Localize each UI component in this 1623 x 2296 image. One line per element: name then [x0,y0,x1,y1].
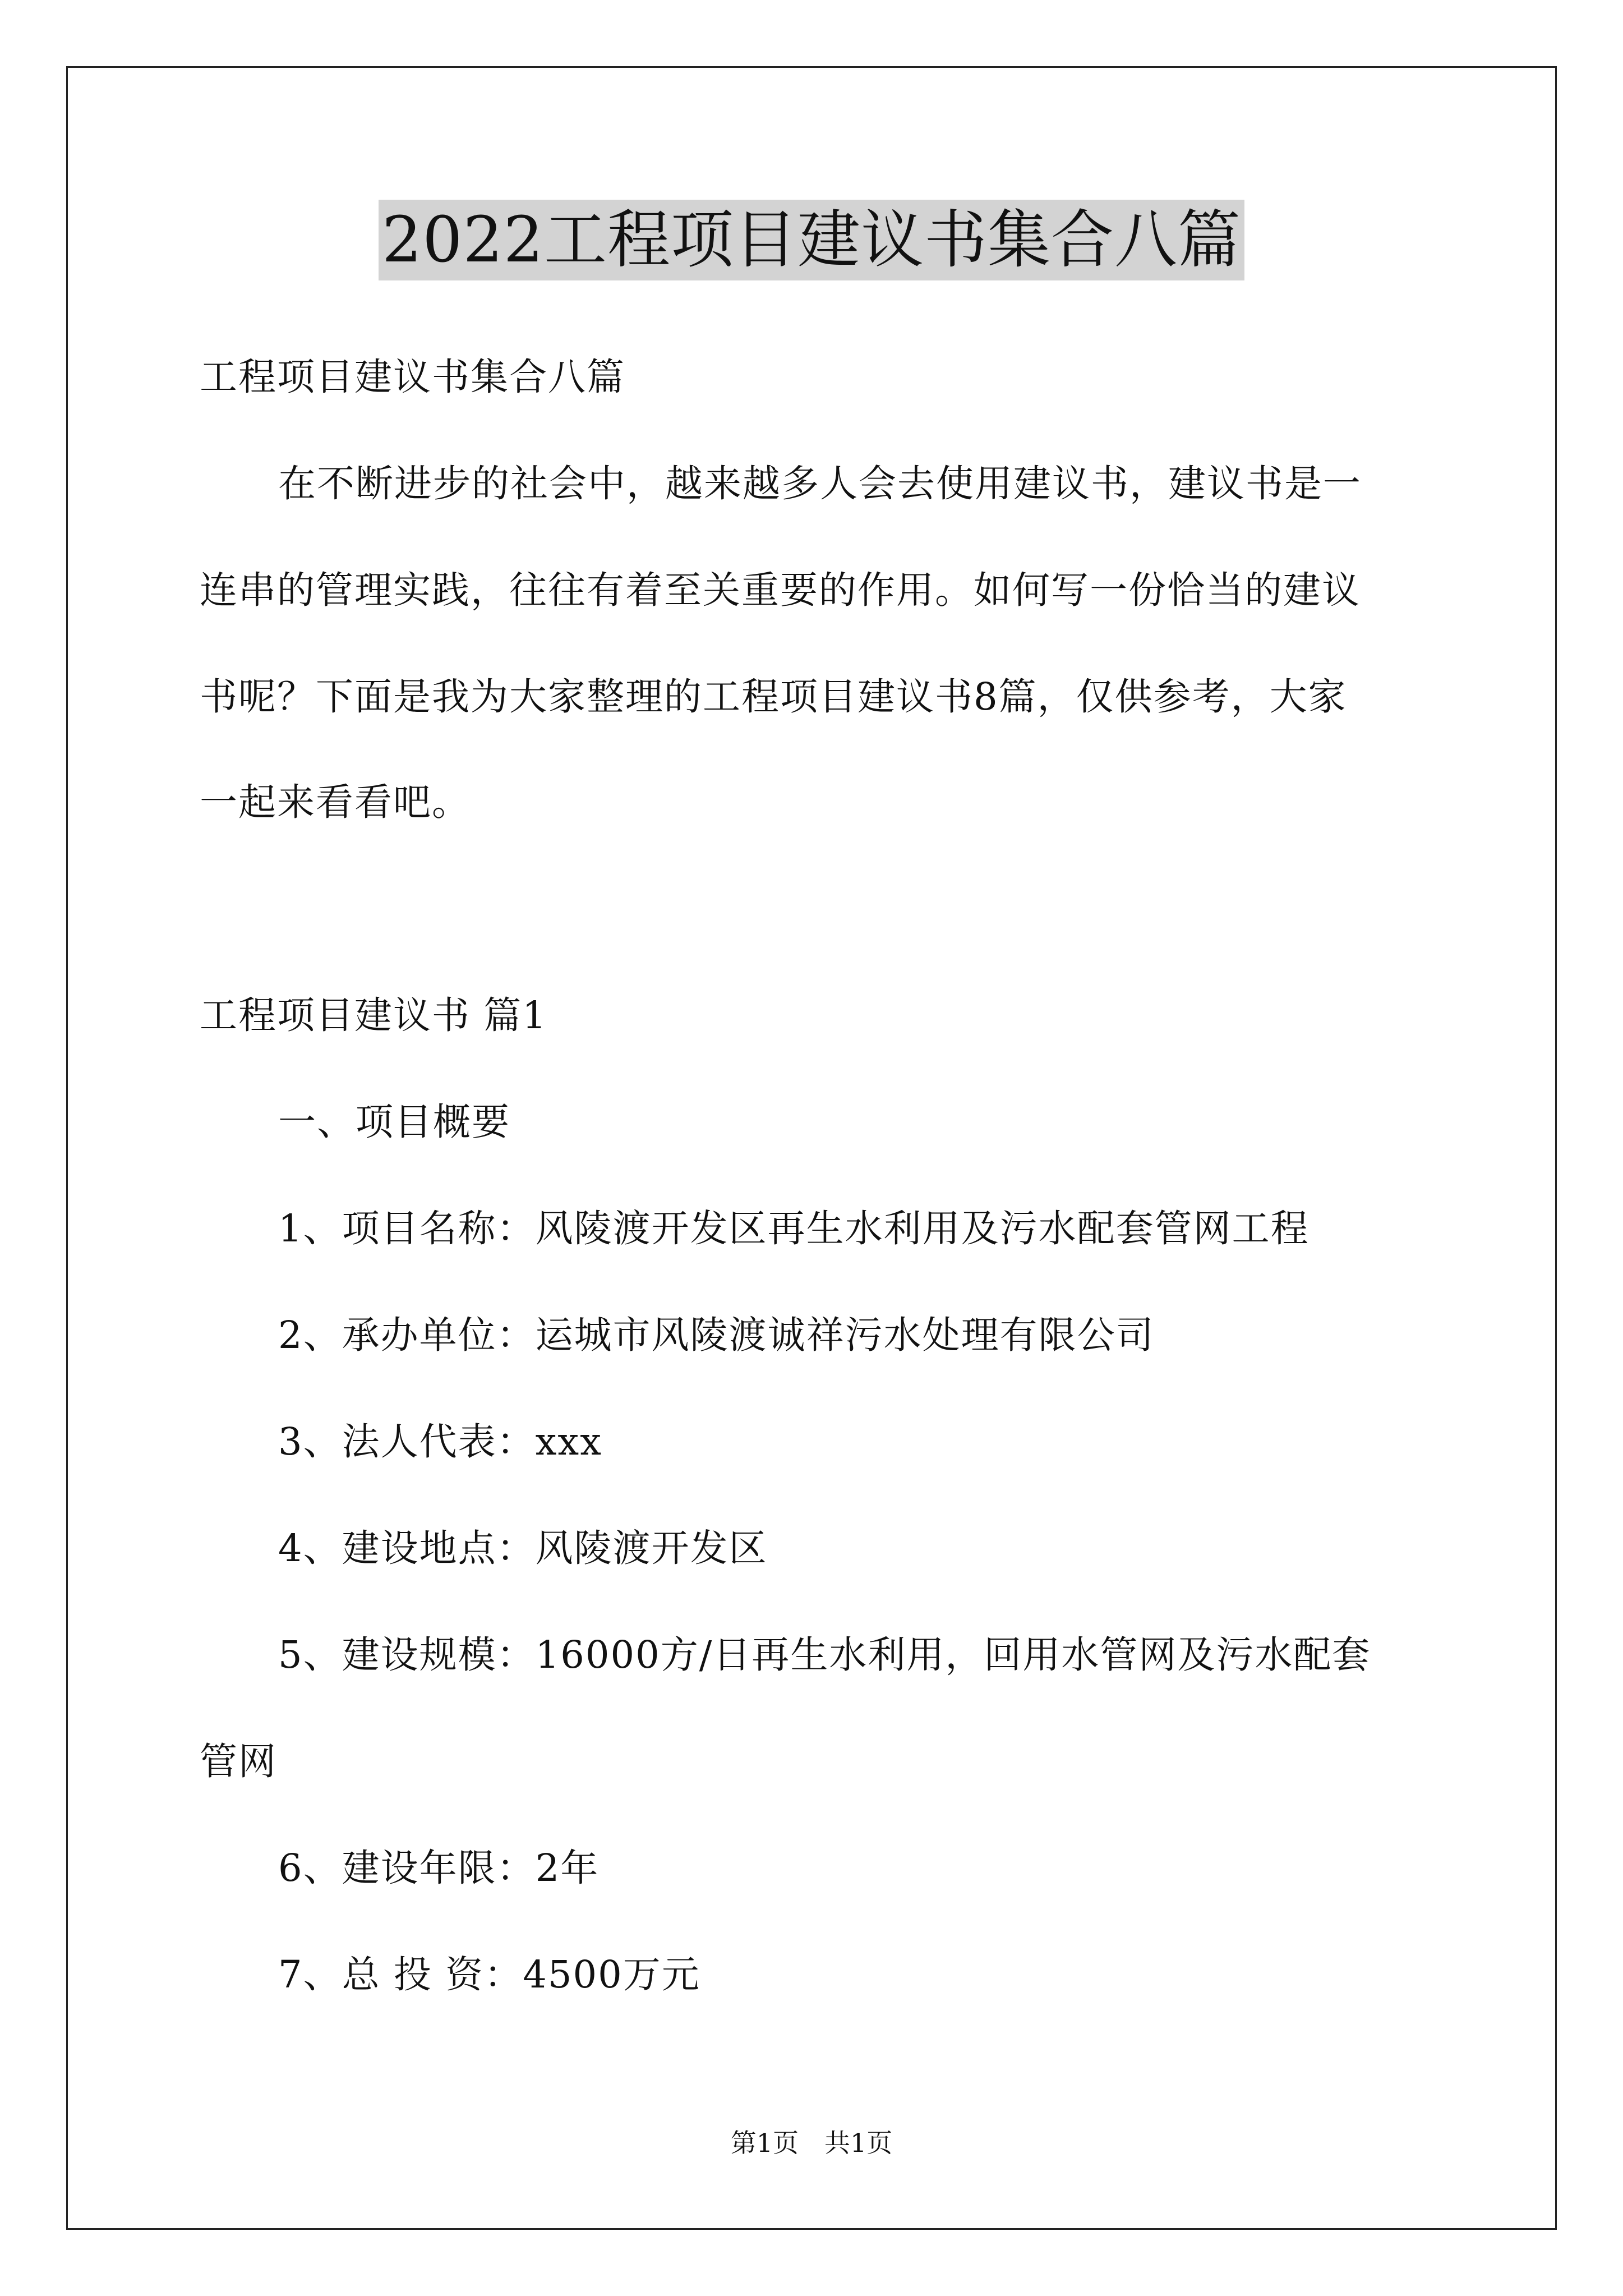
item-organizer: 2、承办单位：运城市风陵渡诚祥污水处理有限公司 [278,1313,1155,1357]
document-subtitle: 工程项目建议书集合八篇 [200,355,625,399]
document-title: 2022工程项目建议书集合八篇 [379,200,1244,280]
item-overview: 一、项目概要 [278,1100,510,1144]
item-scale-continued: 管网 [200,1740,277,1783]
page-footer: 第1页 共1页 [730,2128,893,2158]
intro-line-3: 书呢？下面是我为大家整理的工程项目建议书8篇，仅供参考，大家 [200,675,1347,719]
item-location: 4、建设地点：风陵渡开发区 [278,1526,768,1570]
section-heading: 工程项目建议书 篇1 [200,993,547,1037]
intro-line-1: 在不断进步的社会中，越来越多人会去使用建议书，建议书是一 [278,462,1362,505]
item-investment: 7、总 投 资：4500万元 [278,1953,700,1996]
intro-line-2: 连串的管理实践，往往有着至关重要的作用。如何写一份恰当的建议 [200,568,1361,612]
item-scale: 5、建设规模：16000方/日再生水利用，回用水管网及污水配套 [278,1633,1371,1677]
intro-line-4: 一起来看看吧。 [200,780,471,824]
item-duration: 6、建设年限：2年 [278,1846,600,1890]
title-wrap [0,200,1623,280]
item-project-name: 1、项目名称：风陵渡开发区再生水利用及污水配套管网工程 [278,1207,1310,1250]
item-legal-rep: 3、法人代表：xxx [278,1420,602,1464]
